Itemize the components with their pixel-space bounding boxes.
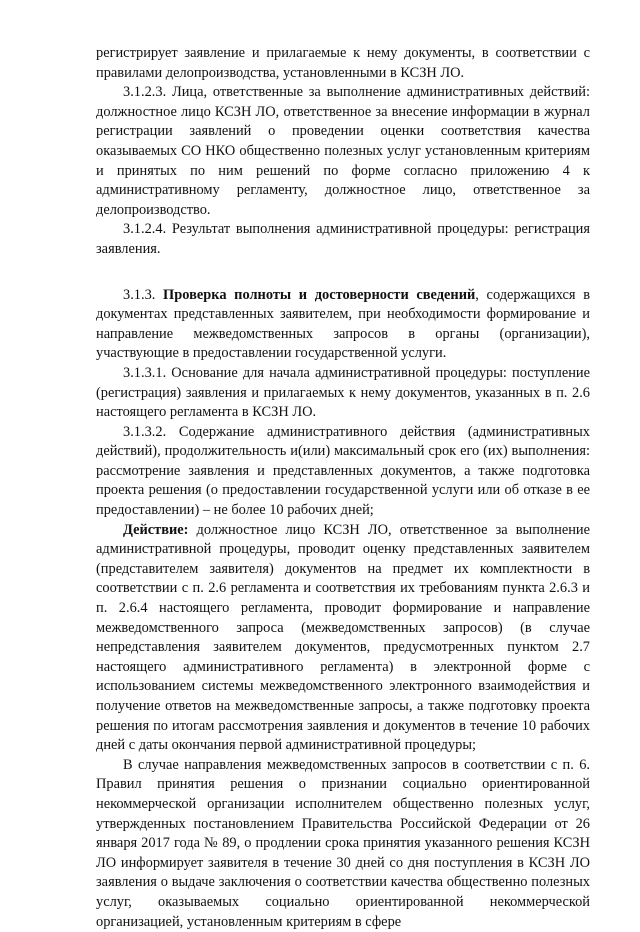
action-label: Действие:: [123, 521, 189, 538]
paragraph-text: В случае направления межведомственных запросов в соответствии с п. 6. Правил принятия решения о признании социально ориентированной некоммерческой организации исполнителем общественно полезных услуг, утвержденных постановлением Правительства Российской Федерации от 26 января 2017 года № 89, о продлении срока принятия указанного решения КСЗН ЛО информирует заявителя в течение 30 дней со дня поступления в КСЗН ЛО заявления о выдаче заключения о соответствии качества общественно полезных услуг, оказываемых социально ориентированной некоммерческой организацией, установленным критериям в сфере: [96, 756, 590, 930]
paragraph-text: 3.1.3.2. Содержание административного действия (административных действий), продолжительность и(или) максимальный срок его (их) выполнения: рассмотрение заявления и представленных документов, а также подготовка проекта решения (о предоставлении государственной услуги или об отказе в ее предоставлении) – не более 10 рабочих дней;: [96, 423, 590, 519]
section-heading: Проверка полноты и достоверности сведений: [163, 286, 476, 303]
paragraph-3-1-2-3: [96, 83, 590, 220]
paragraph-registration-continued: [96, 44, 590, 83]
paragraph-interagency-requests: [96, 756, 590, 932]
paragraph-text: должностное лицо КСЗН ЛО, ответственное за выполнение административной процедуры, проводит оценку представленных заявителем (представителем заявителя) документов на предмет их комплектности в соответствии с п. 2.6 регламента и соответствия их требованиям пункта 2.6.3 и п. 2.6.4 настоящего регламента, проводит формирование и направление межведомственного запроса (межведомственных запросов) (в случае непредставления заявителем документов, предусмотренных пунктом 2.7 настоящего административного регламента) в электронной форме с использованием системы межведомственного электронного взаимодействия и получение ответов на межведомственные запросы, а также подготовку проекта решения по итогам рассмотрения заявления и документов в течение 10 рабочих дней с даты окончания первой административной процедуры;: [96, 521, 590, 754]
paragraph-3-1-3-1: [96, 364, 590, 423]
paragraph-action: [96, 521, 590, 756]
paragraph-text: , содержащихся в документах представленных заявителем, при необходимости формирование и направление межведомственных запросов в органы (организации), участвующие в предоставлении государственной услуги.: [96, 286, 590, 362]
paragraph-text: 3.1.3.1. Основание для начала административной процедуры: поступление (регистрация) заявления и прилагаемых к нему документов, указанных в п. 2.6 настоящего регламента в КСЗН ЛО.: [96, 364, 590, 421]
paragraph-text: 3.1.2.3. Лица, ответственные за выполнение административных действий: должностное лицо КСЗН ЛО, ответственное за внесение информации в журнал регистрации заявлений о проведении оценки соответствия качества оказываемых СО НКО общественно полезных услуг установленным критериям и принятых по ним решений по форме согласно приложению 4 к административному регламенту, должностное лицо, ответственное за делопроизводство.: [96, 84, 590, 218]
paragraph-text: регистрирует заявление и прилагаемые к нему документы, в соответствии с правилами делопроизводства, установленными в КСЗН ЛО.: [96, 45, 590, 81]
document-page: [96, 44, 590, 932]
section-gap: [96, 260, 590, 286]
paragraph-3-1-2-4: [96, 220, 590, 259]
section-number: 3.1.3.: [123, 286, 164, 303]
paragraph-3-1-3-2: [96, 423, 590, 521]
paragraph-3-1-3: [96, 286, 590, 364]
paragraph-text: 3.1.2.4. Результат выполнения административной процедуры: регистрация заявления.: [96, 221, 590, 257]
